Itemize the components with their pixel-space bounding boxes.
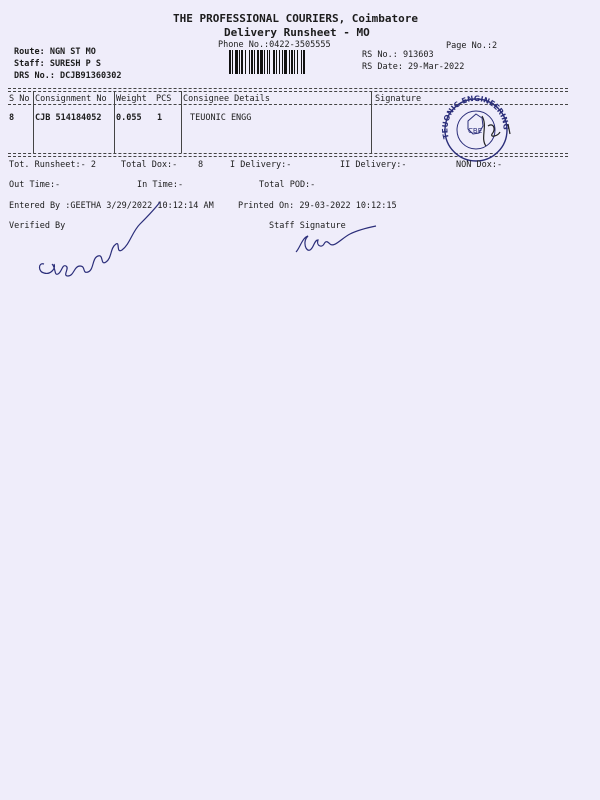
total-runsheet: Tot. Runsheet:- 2 [9, 160, 96, 170]
printed-on: Printed On: 29-03-2022 10:12:15 [238, 201, 397, 211]
table-top-rule [8, 88, 568, 89]
col-divider [181, 91, 182, 153]
ii-delivery: II Delivery:- [340, 160, 407, 170]
row-consignee: TEUONIC ENGG [190, 113, 252, 123]
page-number: Page No.:2 [446, 41, 498, 51]
row-consignment: CJB 514184052 [35, 113, 102, 123]
total-dox-value: 8 [198, 160, 204, 170]
header-signature: Signature [375, 94, 422, 104]
header-consignment: Consignment No [35, 94, 107, 104]
document-title: Delivery Runsheet - MO [224, 26, 370, 39]
header-pcs: PCS [156, 94, 172, 104]
header-weight: Weight [116, 94, 147, 104]
row-pcs: 1 [157, 113, 163, 123]
phone-number: Phone No.:0422-3505555 [218, 40, 331, 50]
company-stamp [430, 93, 526, 164]
total-dox-label: Total Dox:- [121, 160, 178, 170]
staff-signature [290, 226, 380, 260]
in-time: In Time:- [137, 180, 184, 190]
non-dox: NON Dox:- [456, 160, 503, 170]
verified-by-label: Verified By [9, 221, 66, 231]
rs-date: RS Date: 29-Mar-2022 [362, 62, 465, 72]
barcode-icon [229, 50, 353, 74]
staff-signature-label: Staff Signature [269, 221, 346, 231]
i-delivery: I Delivery:- [230, 160, 292, 170]
header-consignee: Consignee Details [183, 94, 270, 104]
company-name: THE PROFESSIONAL COURIERS, Coimbatore [173, 12, 419, 25]
col-divider [371, 91, 372, 153]
route-label: Route: NGN ST MO [14, 47, 96, 57]
total-pod: Total POD:- [259, 180, 316, 190]
row-sno: 8 [9, 113, 15, 123]
verifier-signature [30, 180, 180, 290]
table-top-rule-2 [8, 91, 568, 92]
drs-number: DRS No.: DCJB91360302 [14, 71, 122, 81]
staff-label: Staff: SURESH P S [14, 59, 101, 69]
out-time: Out Time:- [9, 180, 61, 190]
row-weight: 0.055 [116, 113, 142, 123]
rs-number: RS No.: 913603 [362, 50, 434, 60]
stamp-center: CBE [468, 127, 483, 135]
stamp-text: TEUONIC ENGINEERING [440, 93, 511, 140]
col-divider [114, 91, 115, 153]
col-divider [33, 91, 34, 153]
header-sno: S No [9, 94, 30, 104]
entered-by: Entered By :GEETHA 3/29/2022 10:12:14 AM [9, 201, 214, 211]
